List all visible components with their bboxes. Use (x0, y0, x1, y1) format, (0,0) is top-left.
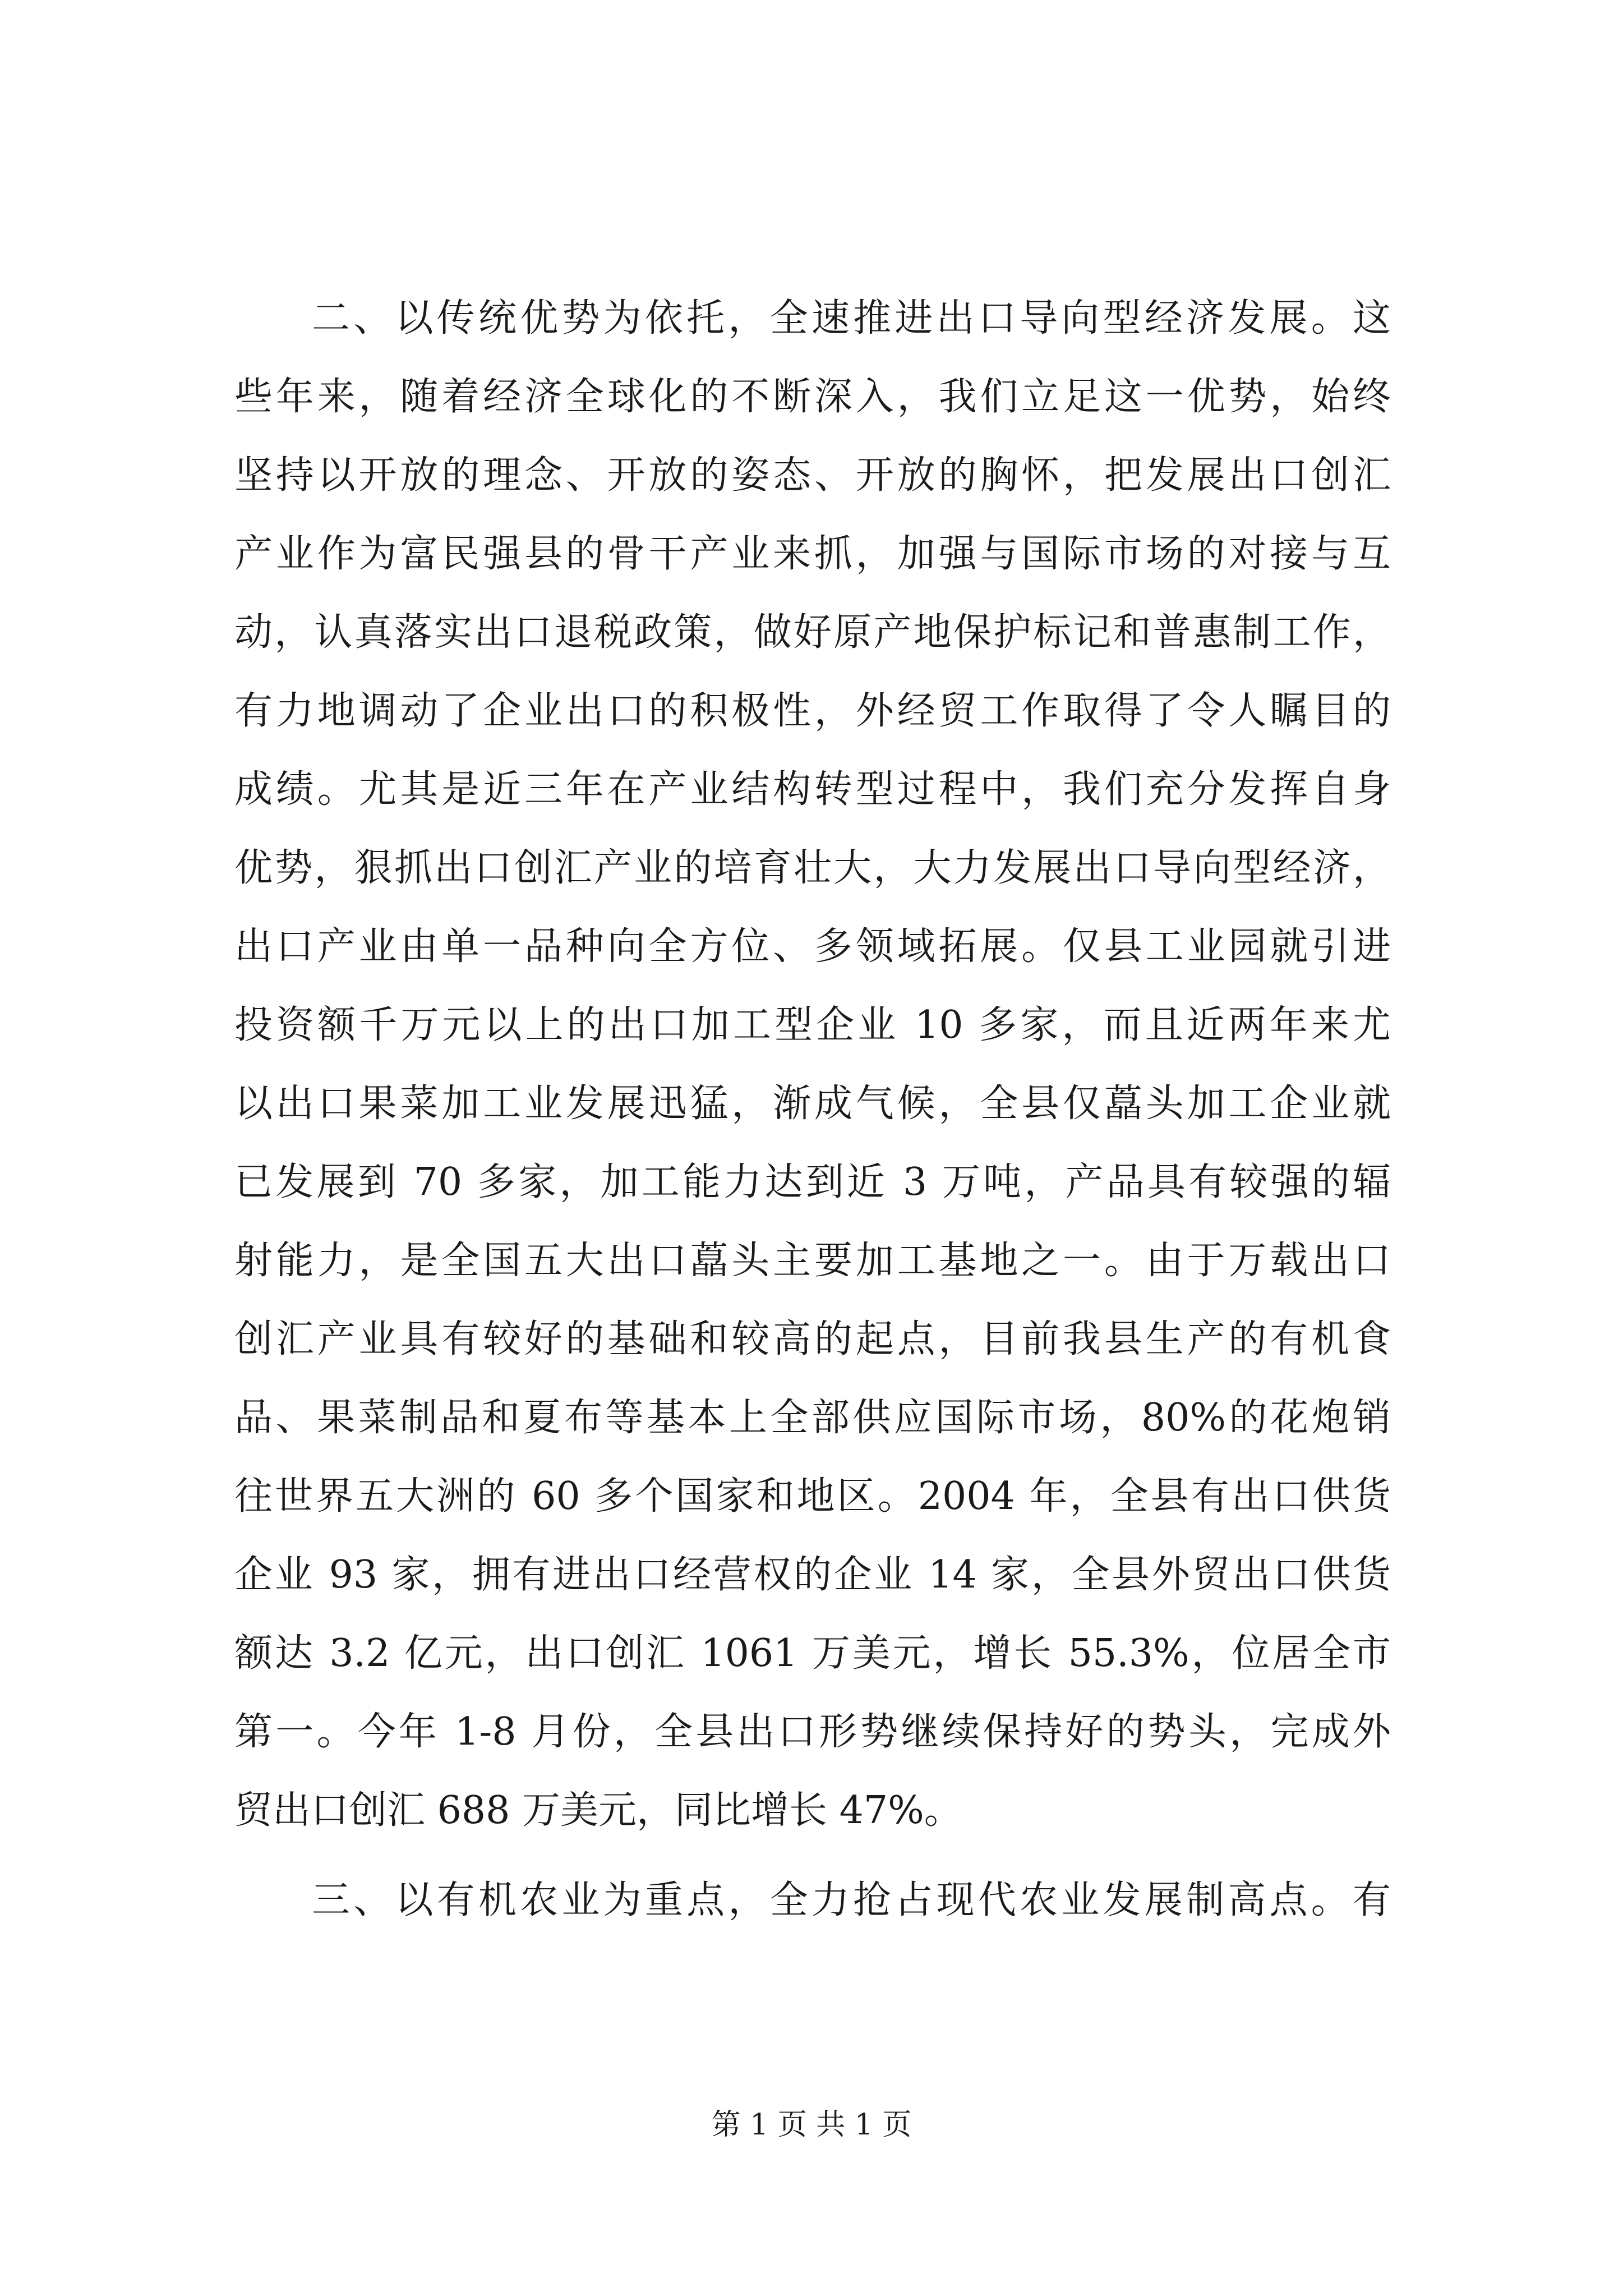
paragraph-line: 投资额千万元以上的出口加工型企业 10 多家，而且近两年来尤 (234, 1003, 1391, 1047)
paragraph-line: 第一。今年 1-8 月份，全县出口形势继续保持好的势头，完成外 (234, 1710, 1391, 1754)
paragraph-line: 出口产业由单一品种向全方位、多领域拓展。仅县工业园就引进 (234, 924, 1391, 969)
page-footer (0, 2102, 1623, 2147)
paragraph-line: 额达 3.2 亿元，出口创汇 1061 万美元，增长 55.3%，位居全市 (234, 1631, 1391, 1676)
paragraph-line: 贸出口创汇 688 万美元，同比增长 47%。 (234, 1788, 962, 1833)
paragraph-line: 品、果菜制品和夏布等基本上全部供应国际市场，80%的花炮销 (234, 1396, 1391, 1440)
paragraph-line: 些年来，随着经济全球化的不断深入，我们立足这一优势，始终 (234, 375, 1391, 419)
paragraph-line: 坚持以开放的理念、开放的姿态、开放的胸怀，把发展出口创汇 (234, 453, 1391, 498)
paragraph-line: 企业 93 家，拥有进出口经营权的企业 14 家，全县外贸出口供货 (234, 1553, 1391, 1597)
paragraph-line: 产业作为富民强县的骨干产业来抓，加强与国际市场的对接与互 (234, 532, 1391, 576)
paragraph-line: 动，认真落实出口退税政策，做好原产地保护标记和普惠制工作， (234, 610, 1391, 655)
paragraph-line: 已发展到 70 多家，加工能力达到近 3 万吨，产品具有较强的辐 (234, 1160, 1391, 1204)
paragraph-line: 射能力，是全国五大出口藠头主要加工基地之一。由于万载出口 (234, 1239, 1391, 1283)
paragraph-line: 二、以传统优势为依托，全速推进出口导向型经济发展。这 (312, 296, 1391, 341)
paragraph-line: 优势，狠抓出口创汇产业的培育壮大，大力发展出口导向型经济， (234, 846, 1391, 890)
paragraph-line: 以出口果菜加工业发展迅猛，渐成气候，全县仅藠头加工企业就 (234, 1082, 1391, 1126)
paragraph-line: 三、以有机农业为重点，全力抢占现代农业发展制高点。有 (312, 1878, 1391, 1922)
paragraph-line: 有力地调动了企业出口的积极性，外经贸工作取得了令人瞩目的 (234, 689, 1391, 733)
page-number-label: 第 1 页 共 1 页 (711, 2108, 912, 2142)
paragraph-line: 成绩。尤其是近三年在产业结构转型过程中，我们充分发挥自身 (234, 767, 1391, 812)
paragraph-line: 创汇产业具有较好的基础和较高的起点，目前我县生产的有机食 (234, 1317, 1391, 1361)
paragraph-line: 往世界五大洲的 60 多个国家和地区。2004 年，全县有出口供货 (234, 1474, 1391, 1519)
